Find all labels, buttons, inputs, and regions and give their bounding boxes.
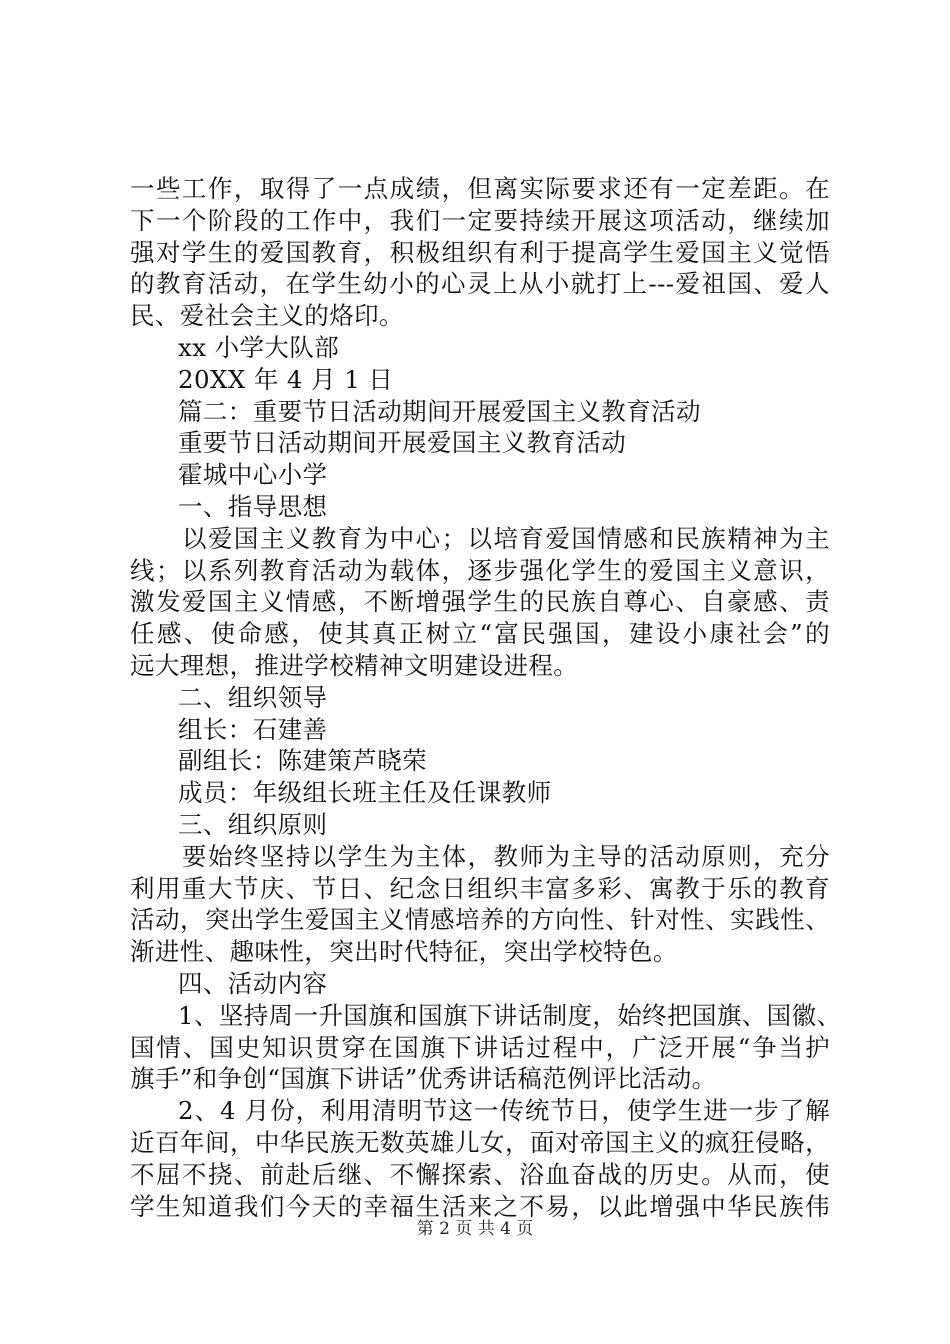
text-line: 以爱国主义教育为中心；以培育爱国情感和民族精神为主: [182, 523, 830, 553]
section-heading: 四、活动内容: [178, 968, 328, 998]
page-number: 第 2 页 共 4 页: [416, 1219, 534, 1239]
text-line: 组长：石建善: [178, 714, 328, 744]
text-line: 2、4 月份，利用清明节这一传统节日，使学生进一步了解: [178, 1096, 830, 1126]
text-line: 学生知道我们今天的幸福生活来之不易，以此增强中华民族伟: [130, 1191, 830, 1221]
document-title: 重要节日活动期间开展爱国主义教育活动: [178, 428, 627, 458]
section-heading: 二、组织领导: [178, 682, 328, 712]
text-line: 近百年间，中华民族无数英雄儿女，面对帝国主义的疯狂侵略，: [130, 1127, 830, 1157]
page-footer: [0, 1218, 950, 1240]
section-heading: 三、组织原则: [178, 809, 328, 839]
text-line: 不屈不挠、前赴后继、不懈探索、浴血奋战的历史。从而，使: [130, 1159, 830, 1189]
text-line: 渐进性、趣味性，突出时代特征，突出学校特色。: [130, 937, 678, 967]
text-line: 一些工作，取得了一点成绩，但离实际要求还有一定差距。在: [130, 174, 830, 203]
text-line: 利用重大节庆、节日、纪念日组织丰富多彩、寓教于乐的教育: [130, 873, 830, 903]
text-line: 激发爱国主义情感，不断增强学生的民族自尊心、自豪感、责: [130, 587, 830, 617]
text-line: 成员：年级组长班主任及任课教师: [178, 778, 552, 808]
document-body: [130, 173, 842, 1222]
section-heading: 篇二：重要节日活动期间开展爱国主义教育活动: [178, 396, 701, 426]
text-line: 远大理想，推进学校精神文明建设进程。: [130, 650, 579, 680]
signature-org: xx 小学大队部: [178, 332, 340, 362]
text-line: 旗手”和争创“国旗下讲话”优秀讲话稿范例评比活动。: [130, 1064, 717, 1094]
section-heading: 一、指导思想: [178, 491, 328, 521]
text-line: 活动，突出学生爱国主义情感培养的方向性、针对性、实践性、: [130, 905, 830, 935]
text-line: 1、坚持周一升国旗和国旗下讲话制度，始终把国旗、国徽、: [178, 1000, 842, 1030]
text-line: 副组长：陈建策芦晓荣: [178, 746, 427, 776]
text-line: 线；以系列教育活动为载体，逐步强化学生的爱国主义意识，: [130, 555, 830, 585]
text-line: 任感、使命感，使其真正树立“富民强国，建设小康社会”的: [130, 619, 830, 649]
text-line: 要始终坚持以学生为主体，教师为主导的活动原则，充分: [182, 841, 830, 871]
school-name: 霍城中心小学: [178, 460, 328, 490]
text-line: 民、爱社会主义的烙印。: [130, 301, 404, 331]
text-line: 的教育活动，在学生幼小的心灵上从小就打上---爱祖国、爱人: [130, 269, 830, 299]
text-line: 强对学生的爱国教育，积极组织有利于提高学生爱国主义觉悟: [130, 237, 830, 267]
text-line: 国情、国史知识贯穿在国旗下讲话过程中，广泛开展“争当护: [130, 1032, 830, 1062]
text-line: 下一个阶段的工作中，我们一定要持续开展这项活动，继续加: [130, 205, 830, 235]
signature-date: 20XX 年 4 月 1 日: [178, 364, 394, 394]
